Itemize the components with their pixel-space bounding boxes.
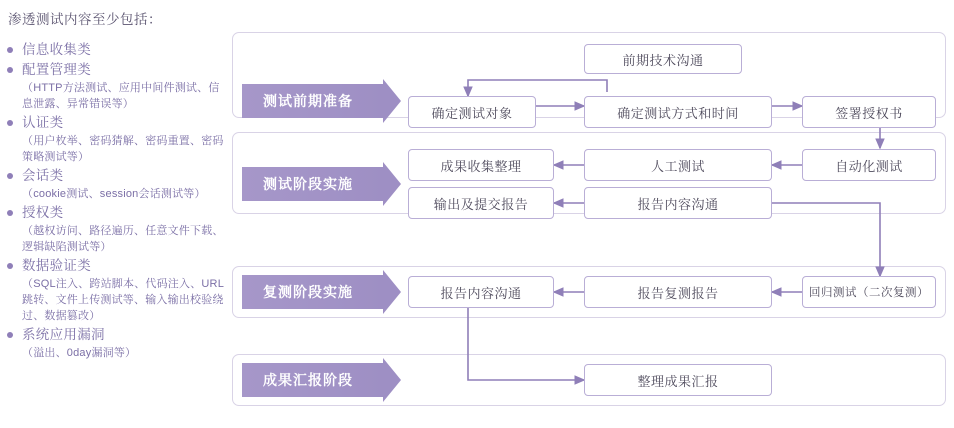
bullet-dot-icon — [7, 332, 13, 338]
content-list-panel — [0, 0, 228, 428]
list-item — [4, 256, 228, 324]
list-item-detail: （cookie测试、session会话测试等） — [22, 188, 206, 200]
phase-banner-2: 测试阶段实施 — [242, 167, 384, 201]
node-retest-report[interactable]: 报告复测报告 — [584, 276, 772, 308]
list-item-detail: （SQL注入、跨站脚本、代码注入、URL跳转、文件上传测试等、输入输出校验绕过、数据篡改） — [22, 278, 225, 322]
list-item-title: 会话类 — [22, 168, 64, 183]
node-pre-technical-communication[interactable]: 前期技术沟通 — [584, 44, 742, 74]
node-report-communication-1[interactable]: 报告内容沟通 — [584, 187, 772, 219]
list-item — [4, 113, 228, 165]
bullet-dot-icon — [7, 173, 13, 179]
node-summary-report[interactable]: 整理成果汇报 — [584, 364, 772, 396]
bullet-dot-icon — [7, 210, 13, 216]
list-item-title: 信息收集类 — [22, 42, 91, 57]
process-flow-diagram — [232, 22, 950, 422]
list-item-title: 数据验证类 — [22, 258, 91, 273]
node-define-test-target[interactable]: 确定测试对象 — [408, 96, 536, 128]
node-output-submit-report[interactable]: 输出及提交报告 — [408, 187, 554, 219]
list-item — [4, 325, 228, 361]
list-item — [4, 40, 228, 59]
list-item-title: 授权类 — [22, 205, 64, 220]
intro-text: 渗透测试内容至少包括： — [8, 12, 162, 27]
bullet-list — [4, 40, 228, 362]
list-item — [4, 166, 228, 202]
node-sign-authorization[interactable]: 签署授权书 — [802, 96, 936, 128]
phase-banner-3: 复测阶段实施 — [242, 275, 384, 309]
list-item — [4, 60, 228, 112]
list-item-title: 认证类 — [22, 115, 64, 130]
list-item — [4, 203, 228, 255]
node-automated-testing[interactable]: 自动化测试 — [802, 149, 936, 181]
phase-banner-4: 成果汇报阶段 — [242, 363, 384, 397]
bullet-dot-icon — [7, 263, 13, 269]
phase-banner-1: 测试前期准备 — [242, 84, 384, 118]
list-item-title: 系统应用漏洞 — [22, 327, 105, 342]
node-manual-testing[interactable]: 人工测试 — [584, 149, 772, 181]
node-define-test-method-time[interactable]: 确定测试方式和时间 — [584, 96, 772, 128]
list-item-detail: （HTTP方法测试、应用中间件测试、信息泄露、异常错误等） — [22, 82, 220, 110]
list-item-title: 配置管理类 — [22, 62, 91, 77]
list-item-detail: （用户枚举、密码猜解、密码重置、密码策略测试等） — [22, 135, 224, 163]
node-regression-testing[interactable]: 回归测试（二次复测） — [802, 276, 936, 308]
node-report-communication-2[interactable]: 报告内容沟通 — [408, 276, 554, 308]
bullet-dot-icon — [7, 120, 13, 126]
bullet-dot-icon — [7, 47, 13, 53]
list-item-detail: （溢出、0day漏洞等） — [22, 347, 137, 359]
bullet-dot-icon — [7, 67, 13, 73]
node-collect-results[interactable]: 成果收集整理 — [408, 149, 554, 181]
list-item-detail: （越权访问、路径遍历、任意文件下载、逻辑缺陷测试等） — [22, 225, 224, 253]
